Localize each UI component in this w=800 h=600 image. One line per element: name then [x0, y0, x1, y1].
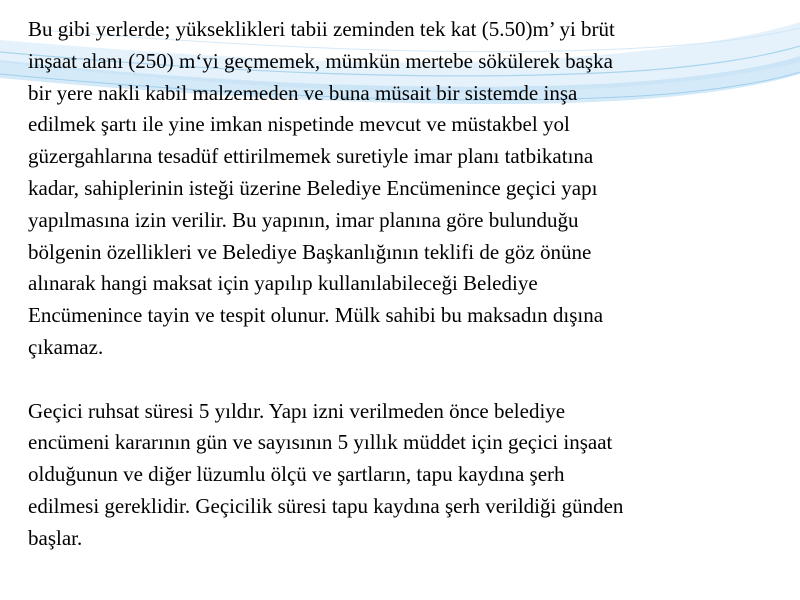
- text-line: bir yere nakli kabil malzemeden ve buna müsait bir sistemde inşa: [28, 80, 578, 105]
- paragraph-2: [28, 396, 793, 555]
- text-line: olduğunun ve diğer lüzumlu ölçü ve şartların, tapu kaydına şerh: [28, 462, 565, 487]
- text-line: başlar.: [28, 525, 83, 550]
- text-line: edilmesi gereklidir. Geçicilik süresi tapu kaydına şerh verildiği günden: [28, 493, 624, 518]
- text-line: yapılmasına izin verilir. Bu yapının, imar planına göre bulunduğu: [28, 207, 579, 232]
- paragraph-1: [28, 14, 793, 364]
- text-line: çıkamaz.: [28, 334, 104, 359]
- text-line: edilmek şartı ile yine imkan nispetinde mevcut ve müstakbel yol: [28, 112, 570, 137]
- text-line: alınarak hangi maksat için yapılıp kullanılabileceği Belediye: [28, 271, 538, 296]
- text-line: Bu gibi yerlerde; yükseklikleri tabii zeminden tek kat (5.50)m’ yi brüt: [28, 17, 615, 41]
- text-line: Geçici ruhsat süresi 5 yıldır. Yapı izni verilmeden önce belediye: [28, 398, 566, 423]
- text-line: inşaat alanı (250) m‘yi geçmemek, mümkün mertebe sökülerek başka: [28, 48, 613, 73]
- text-line: encümeni kararının gün ve sayısının 5 yıllık müddet için geçici inşaat: [28, 430, 613, 455]
- text-body: [28, 14, 793, 555]
- text-line: güzergahlarına tesadüf ettirilmemek suretiyle imar planı tatbikatına: [28, 144, 594, 169]
- text-line: bölgenin özellikleri ve Belediye Başkanlığının teklifi de göz önüne: [28, 239, 592, 264]
- text-line: Encümenince tayin ve tespit olunur. Mülk sahibi bu maksadın dışına: [28, 303, 604, 328]
- text-line: kadar, sahiplerinin isteği üzerine Belediye Encümenince geçici yapı: [28, 175, 598, 200]
